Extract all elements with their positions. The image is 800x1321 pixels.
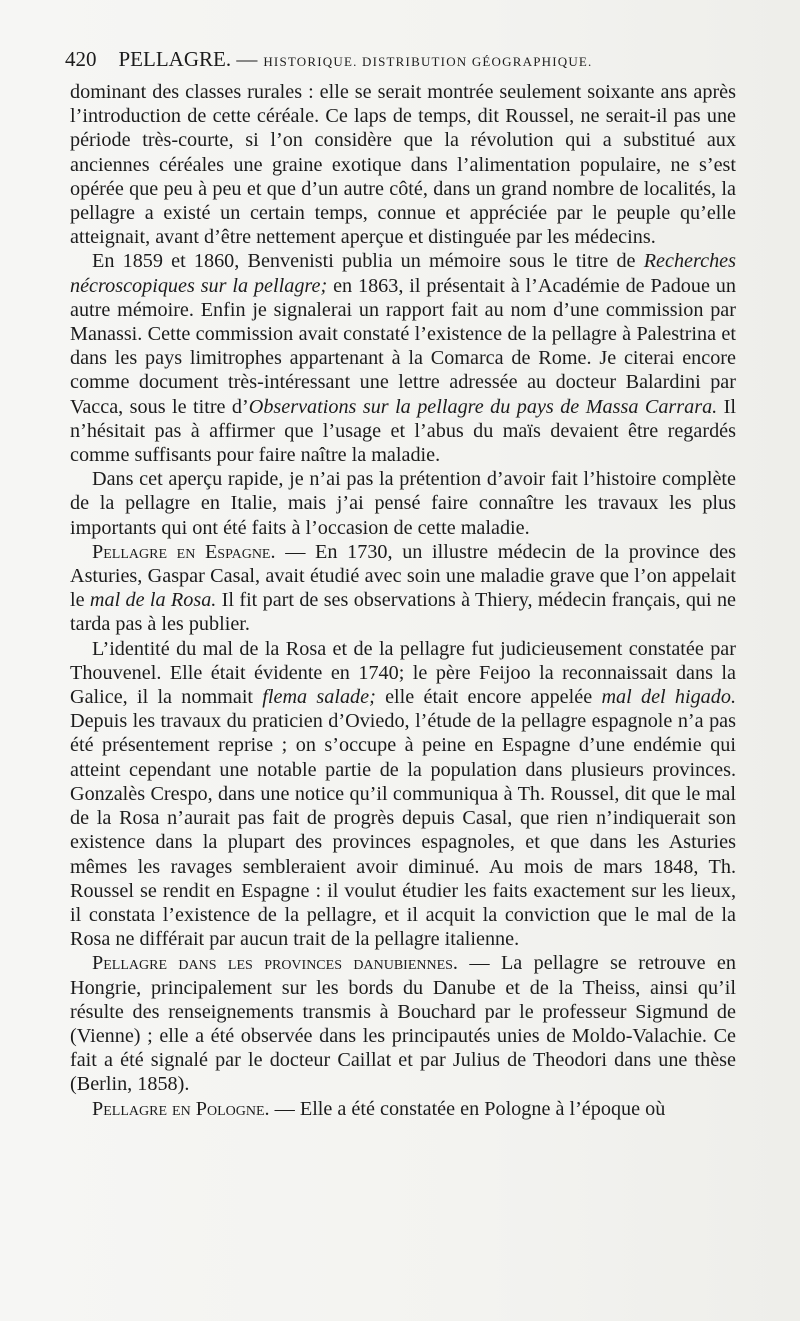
italic-title: Observations sur la pellagre du pays de Massa Carrara.: [248, 395, 718, 418]
paragraph-2: [70, 249, 736, 467]
text-run: Il n’hésitait pas à affirmer que l’usage et l’abus du maïs devaient être regardés comme suffisants pour faire naître la maladie.: [70, 395, 736, 467]
italic-term: flema salade;: [262, 686, 376, 709]
text-run: L’identité du mal de la Rosa et de la pellagre fut judicieusement constatée par Thouvenel. Elle était évidente en 1740; le père Feijoo la reconnaissait dans la Galice, il la nommait: [70, 637, 736, 709]
text-run: Il fit part de ses observations à Thiery, médecin français, qui ne tarda pas à les publier.: [70, 589, 736, 636]
section-heading: Pellagre en Espagne.: [92, 540, 276, 563]
page-number: 420: [65, 47, 97, 71]
paragraph-3: Dans cet aperçu rapide, je n’ai pas la prétention d’avoir fait l’histoire complète de la pellagre en Italie, mais j’ai pensé faire connaître les travaux les plus importants qui ont été faits à l’occasion de cette maladie.: [70, 468, 736, 539]
running-header: [65, 44, 745, 77]
paragraph-1: dominant des classes rurales : elle se serait montrée seulement soixante ans après l’introduction de cette céréale. Ce laps de temps, dit Roussel, ne serait-il pas une période très-courte, si l’on considère que la révolution qui a substitué aux anciennes céréales une graine exotique dans l’alimentation populaire, ne s’est opérée que peu à peu et que d’un autre côté, dans un grand nombre de localités, la pellagre a existé un certain temps, connue et appréciée par le peuple qu’elle atteignait, avant d’être nettement aperçue et distinguée par les médecins.: [70, 81, 736, 249]
text-run: — En 1730, un illustre médecin de la province des Asturies, Gaspar Casal, avait étudié avec soin une maladie grave que l’on appelait le: [70, 540, 736, 612]
running-title: PELLAGRE. —: [118, 47, 258, 71]
paragraph-7: [70, 1097, 736, 1121]
paragraph-4: [70, 540, 736, 637]
text-run: — La pellagre se retrouve en Hongrie, principalement sur les bords du Danube et de la Theiss, ainsi qu’il résulte des renseignements transmis à Bouchard par le professeur Sigmund de (Vienne) ; elle a été observée dans les principautés unies de Moldo-Valachie. Ce fait a été signalé par le docteur Caillat et par Julius de Theodori dans une thèse (Berlin, 1858).: [70, 952, 736, 1096]
italic-term: mal de la Rosa.: [89, 589, 217, 612]
section-heading: Pellagre en Pologne.: [92, 1097, 270, 1120]
paragraph-6: [70, 951, 736, 1096]
text-run: en 1863, il présentait à l’Académie de Padoue un autre mémoire. Enfin je signalerai un rapport fait au nom d’une commission par Manassi. Cette commission avait constaté l’existence de la pellagre à Palestrina et dans les pays limitrophes appartenant à la Comarca de Rome. Je citerai encore comme document très-intéressant une lettre adressée au docteur Balardini par Vacca, sous le titre d’: [70, 274, 736, 418]
paragraph-5: [70, 637, 736, 952]
italic-title: Recherches nécroscopiques sur la pellagre;: [70, 250, 736, 297]
italic-term: mal del higado.: [601, 686, 737, 709]
text-run: Depuis les travaux du praticien d’Oviedo, l’étude de la pellagre espagnole n’a pas été présentement reprise ; on s’occupe à peine en Espagne d’une endémie qui atteint cependant une notable partie de la population dans plusieurs provinces. Gonzalès Crespo, dans une notice qu’il communiqua à Th. Roussel, dit que le mal de la Rosa n’aurait pas fait de progrès depuis Casal, que rien n’indiquerait son existence dans la plupart des provinces espagnoles, et que dans les Asturies mêmes les ravages sembleraient avoir diminué. Au mois de mars 1848, Th. Roussel se rendit en Espagne : il voulut étudier les faits exactement sur les lieux, il constata l’existence de la pellagre, et il acquit la conviction que le mal de la Rosa ne différait par aucun trait de la pellagre italienne.: [70, 710, 736, 951]
text-run: En 1859 et 1860, Benvenisti publia un mémoire sous le titre de: [92, 250, 644, 273]
text-run: elle était encore appelée: [375, 686, 602, 709]
text-run: — Elle a été constatée en Pologne à l’époque où: [269, 1097, 666, 1120]
body-text: [70, 80, 736, 1121]
running-subtitle: HISTORIQUE. DISTRIBUTION GÉOGRAPHIQUE.: [263, 54, 593, 69]
section-heading: Pellagre dans les provinces danubiennes.: [92, 952, 458, 975]
